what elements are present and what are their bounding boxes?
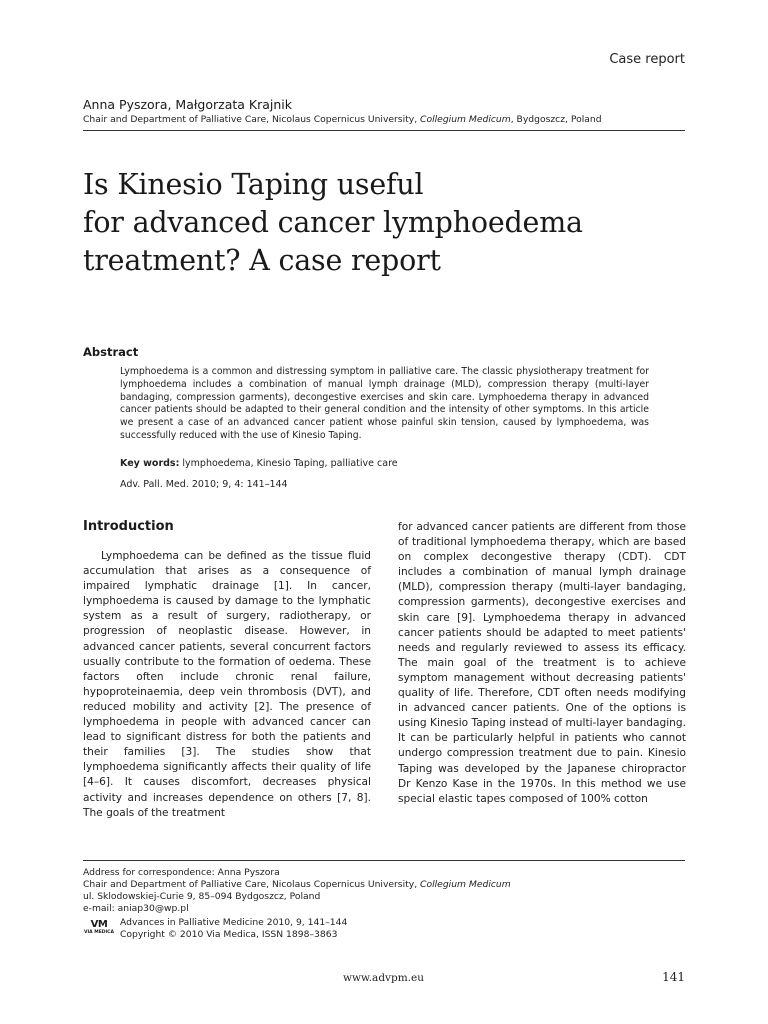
chair-prefix: Chair and Department of Palliative Care, Nicolaus Copernicus University, (83, 879, 421, 890)
abstract-heading: Abstract (83, 345, 139, 359)
citation: Adv. Pall. Med. 2010; 9, 4: 141–144 (120, 479, 288, 490)
introduction-right-column: for advanced cancer patients are different from those of traditional lymphoedema therapy, which are based on complex decongestive therapy (CDT). CDT includes a combination of manual lymph drainage (MLD), compression therapy (multi-layer bandaging, compression garments), decongestive exercises and skin care [9]. Lymphoedema therapy in advanced cancer patients should be adapted to meet patients' needs and regularly reviewed to assess its efficacy. The main goal of the treatment is to achieve symptom management without decreasing patients' quality of life. Therefore, CDT often needs modifying in advanced cancer patients. One of the options is using Kinesio Taping instead of multi-layer bandaging. It can be particularly helpful in patients who cannot undergo compression treatment due to pain. Kinesio Taping was developed by the Japanese chiropractor Dr Kenzo Kase in the 1970s. In this method we use special elastic tapes composed of 100% cotton (398, 521, 686, 805)
chair-italic: Collegium Medicum (420, 879, 511, 890)
abstract-body: Lymphoedema is a common and distressing symptom in palliative care. The classic physiotherapy treatment for lymphoedema includes a combination of manual lymph drainage (MLD), compression therapy (multi-layer bandaging, compression garments), decongestive exercises and skin care. Lymphoedema therapy in advanced cancer patients should be adapted to their general condition and the intensity of other symptoms. In this article we present a case of an advanced cancer patient whose painful skin tension, caused by lymphoedema, was successfully reduced with the use of Kinesio Taping. (120, 366, 649, 441)
header-divider (83, 130, 685, 131)
footer-divider (83, 860, 685, 861)
affiliation-suffix: , Bydgoszcz, Poland (510, 114, 602, 125)
keywords (120, 458, 398, 469)
authors: Anna Pyszora, Małgorzata Krajnik (83, 97, 293, 112)
title-line-2: for advanced cancer lymphoedema (83, 206, 583, 239)
correspondence-line: Address for correspondence: Anna Pyszora (83, 867, 280, 878)
affiliation-italic: Collegium Medicum (420, 114, 511, 125)
keywords-label: Key words: (120, 458, 180, 469)
section-label: Case report (609, 52, 685, 67)
journal-line: Advances in Palliative Medicine 2010, 9, 141–144 (120, 917, 348, 928)
keywords-list: lymphoedema, Kinesio Taping, palliative care (179, 458, 398, 469)
publication-block (120, 917, 347, 941)
correspondence-street: ul. Sklodowskiej-Curie 9, 85–094 Bydgoszcz, Poland (83, 891, 321, 902)
copyright-line: Copyright © 2010 Via Medica, ISSN 1898–3863 (120, 929, 338, 940)
logo-main: VM (90, 919, 108, 930)
page-number: 141 (662, 970, 685, 984)
introduction-left-column: Lymphoedema can be defined as the tissue fluid accumulation that arises as a consequence of impaired lymphatic drainage [1]. In cancer, lymphoedema is caused by damage to the lymphatic system as a result of surgery, radiotherapy, or progression of neoplastic disease. However, in advanced cancer patients, several concurrent factors usually contribute to the formation of oedema. These factors often include chronic renal failure, hypoproteinaemia, deep vein thrombosis (DVT), and reduced mobility and activity [2]. The presence of lymphoedema in people with advanced cancer can lead to significant distress for both the patients and their families [3]. The studies show that lymphoedema significantly affects their quality of life [4–6]. It causes discomfort, decreases physical activity and increases dependence on others [7, 8]. The goals of the treatment (83, 550, 371, 819)
journal-url[interactable]: www.advpm.eu (343, 972, 424, 984)
correspondence-email[interactable]: e-mail: aniap30@wp.pl (83, 903, 189, 914)
logo-sub: VIA MEDICA (84, 930, 114, 935)
affiliation-prefix: Chair and Department of Palliative Care, Nicolaus Copernicus University, (83, 114, 421, 125)
affiliation (83, 114, 602, 125)
correspondence-block (83, 867, 511, 915)
article-title (83, 166, 693, 280)
via-medica-logo (83, 917, 115, 939)
introduction-heading: Introduction (83, 519, 174, 534)
title-line-3: treatment? A case report (83, 244, 441, 277)
title-line-1: Is Kinesio Taping useful (83, 168, 424, 201)
correspondence-chair (83, 879, 511, 891)
